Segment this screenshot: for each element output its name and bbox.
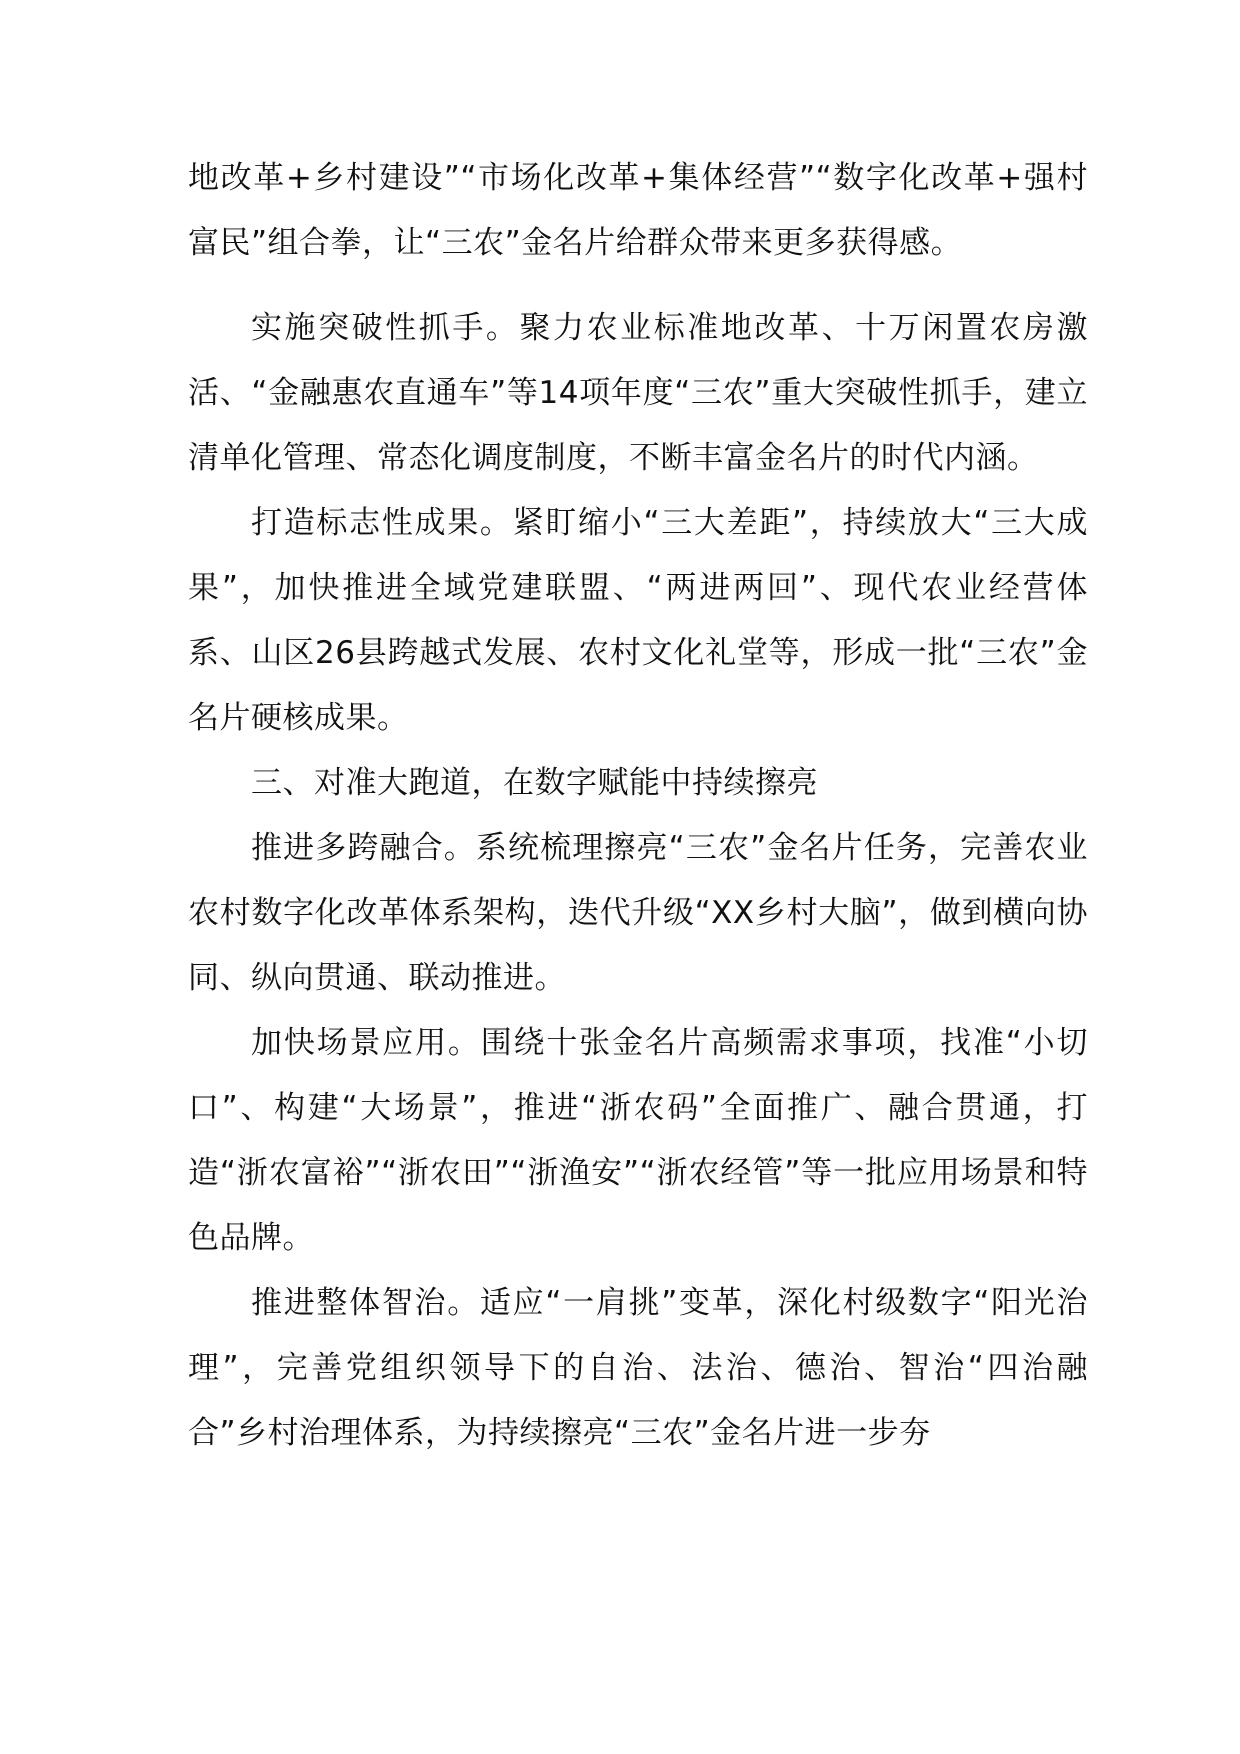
paragraph-4: 推进多跨融合。系统梳理擦亮“三农”金名片任务，完善农业农村数字化改革体系架构，迭代升级“XX乡村大脑”，做到横向协同、纵向贯通、联动推进。: [188, 830, 1088, 996]
paragraph-5: 加快场景应用。围绕十张金名片高频需求事项，找准“小切口”、构建“大场景”，推进“浙农码”全面推广、融合贯通，打造“浙农富裕”“浙农田”“浙渔安”“浙农经管”等一批应用场景和特色品牌。: [188, 1025, 1088, 1256]
paragraph-2: 实施突破性抓手。聚力农业标准地改革、十万闲置农房激活、“金融惠农直通车”等14项年度“三农”重大突破性抓手，建立清单化管理、常态化调度制度，不断丰富金名片的时代内涵。: [188, 310, 1088, 476]
paragraph-1: 地改革+乡村建设”“市场化改革+集体经营”“数字化改革+强村富民”组合拳，让“三农”金名片给群众带来更多获得感。: [188, 160, 1088, 261]
paragraph-6: 推进整体智治。适应“一肩挑”变革，深化村级数字“阳光治理”，完善党组织领导下的自治、法治、德治、智治“四治融合”乡村治理体系，为持续擦亮“三农”金名片进一步夯: [188, 1285, 1088, 1451]
body-text: [188, 146, 1088, 1466]
section-heading: 三、对准大跑道，在数字赋能中持续擦亮: [251, 765, 818, 801]
paragraph-3: 打造标志性成果。紧盯缩小“三大差距”，持续放大“三大成果”，加快推进全域党建联盟、“两进两回”、现代农业经营体系、山区26县跨越式发展、农村文化礼堂等，形成一批“三农”金名片硬核成果。: [188, 505, 1088, 736]
